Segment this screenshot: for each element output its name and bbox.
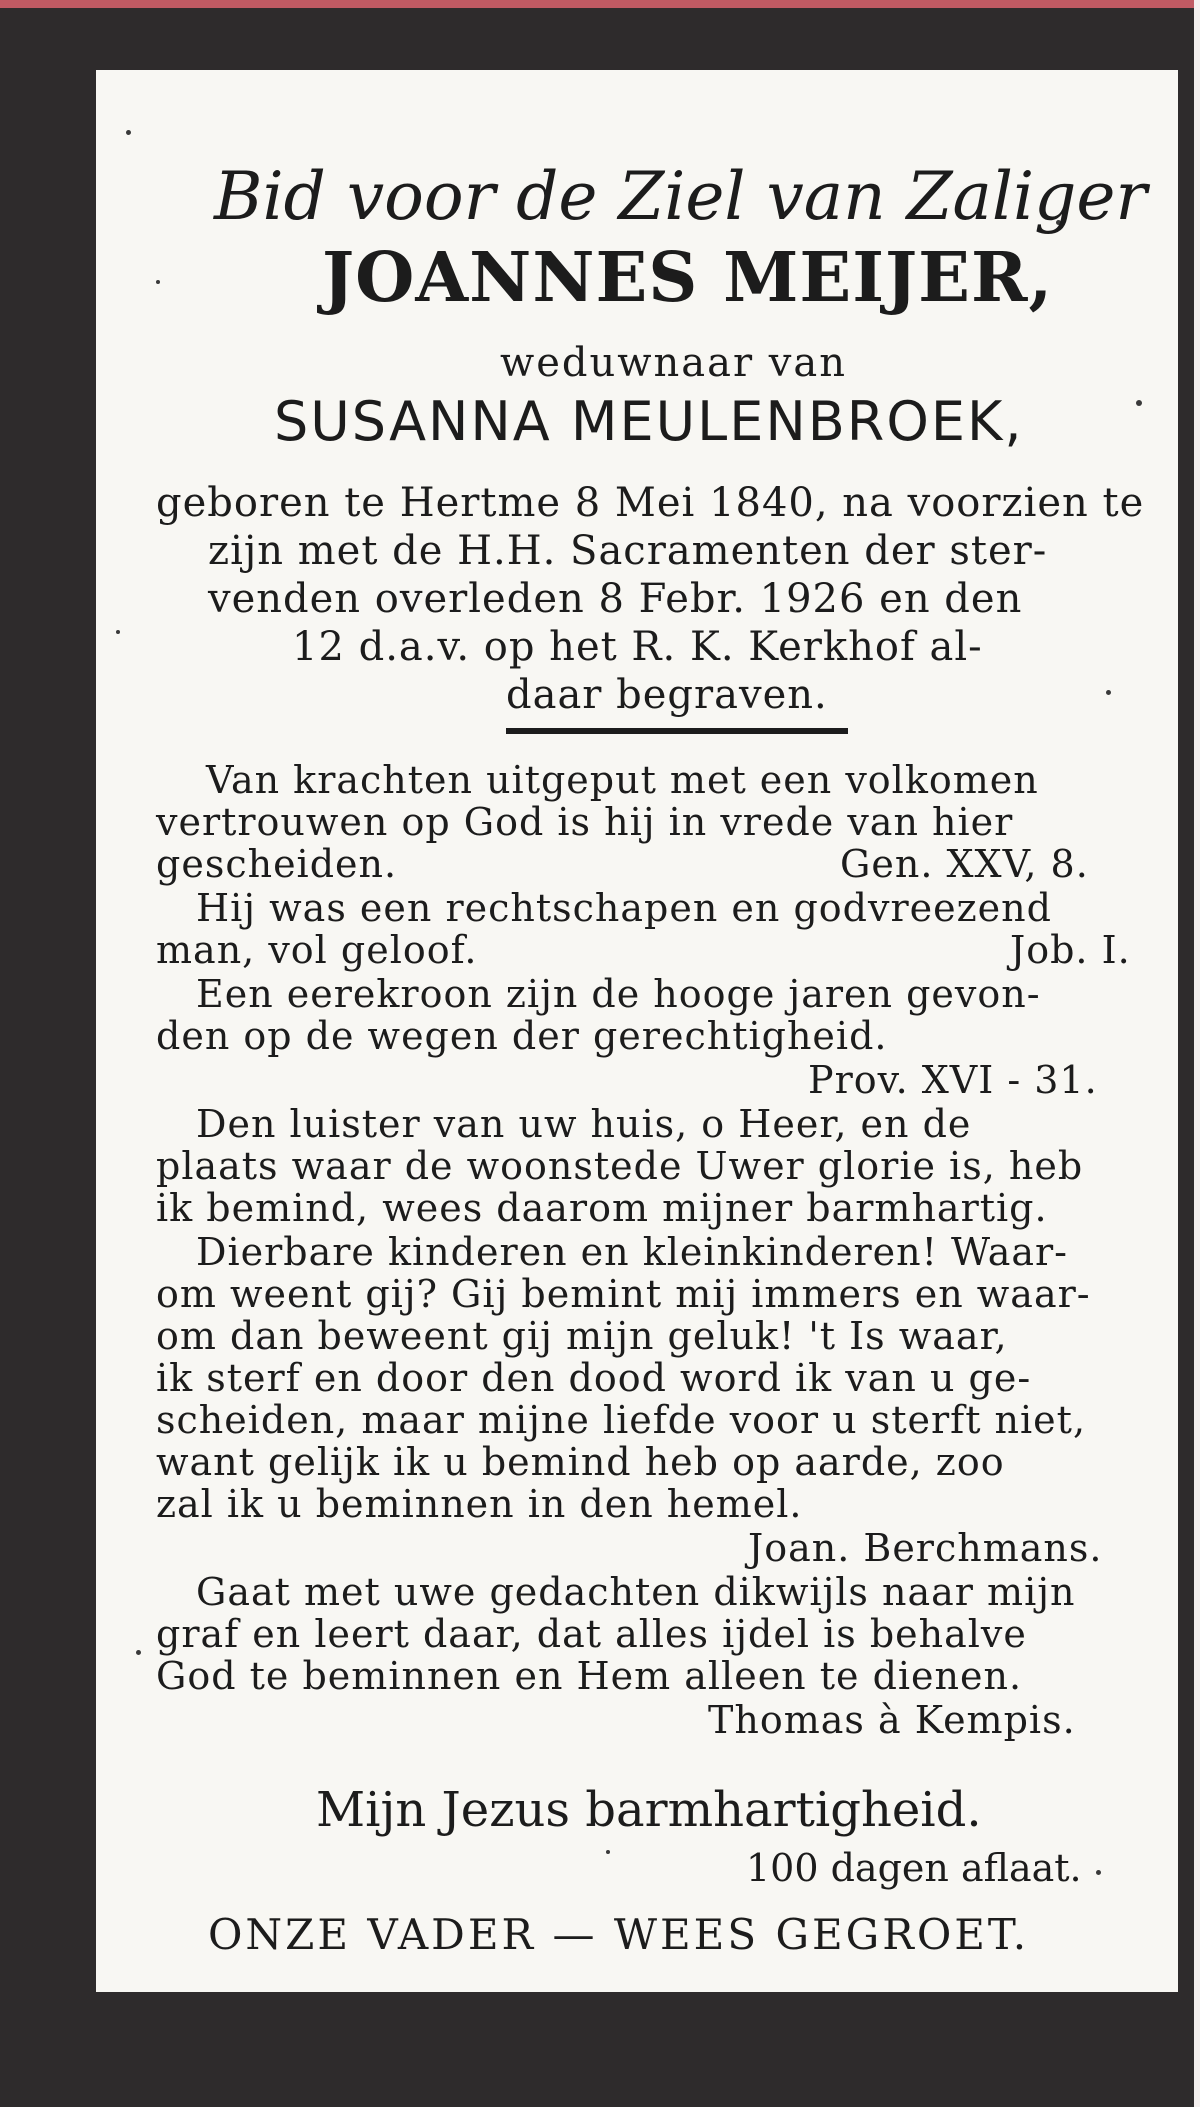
print-speck [136, 1650, 141, 1655]
closing-prayer: ONZE VADER — WEES GEGROET. [208, 1910, 1030, 1959]
body-line: Den luister van uw huis, o Heer, en de [196, 1102, 972, 1146]
body-line: Een eerekroon zijn de hooge jaren gevon- [196, 972, 1041, 1016]
body-line: graf en leert daar, dat alles ijdel is behalve [156, 1612, 1027, 1656]
relation-text: weduwnaar van [500, 340, 848, 386]
body-line: Van krachten uitgeput met een volkomen [206, 758, 1039, 802]
body-line: Hij was een rechtschapen en godvreezend [196, 886, 1052, 930]
bio-line: 12 d.a.v. op het R. K. Kerkhof al- [292, 624, 983, 670]
body-line: ik bemind, wees daarom mijner barmhartig. [156, 1186, 1048, 1230]
body-line: want gelijk ik u bemind heb op aarde, zoo [156, 1440, 1005, 1484]
reference-berchmans: Joan. Berchmans. [748, 1526, 1103, 1570]
body-line: vertrouwen op God is hij in vrede van hier [156, 800, 1014, 844]
body-line: om dan beweent gij mijn geluk! 't Is waar, [156, 1314, 1008, 1358]
reference-gen: Gen. XXV, 8. [840, 842, 1089, 886]
body-line: Gaat met uwe gedachten dikwijls naar mijn [196, 1570, 1076, 1614]
print-speck [156, 280, 160, 284]
bio-line: daar begraven. [506, 672, 828, 718]
print-speck [1106, 690, 1111, 695]
body-line: gescheiden. [156, 842, 398, 886]
card-paper [96, 70, 1178, 1992]
body-line: man, vol geloof. [156, 928, 478, 972]
body-line: scheiden, maar mijne liefde voor u sterft niet, [156, 1398, 1087, 1442]
reference-job: Job. I. [1010, 928, 1131, 972]
bio-line: geboren te Hertme 8 Mei 1840, na voorzien te [156, 480, 1145, 526]
prayer-text: Mijn Jezus barmhartigheid. [316, 1782, 982, 1838]
print-speck [1096, 1870, 1101, 1875]
body-line: God te beminnen en Hem alleen te dienen. [156, 1654, 1023, 1698]
print-speck [1136, 400, 1142, 406]
divider-rule [506, 728, 848, 734]
deceased-name: JOANNES MEIJER, [322, 238, 1054, 318]
reference-prov: Prov. XVI - 31. [808, 1058, 1098, 1102]
body-line: zal ik u beminnen in den hemel. [156, 1482, 803, 1526]
body-line: plaats waar de woonstede Uwer glorie is, heb [156, 1144, 1084, 1188]
indulgence-text: 100 dagen aflaat. [746, 1846, 1082, 1890]
body-line: den op de wegen der gerechtigheid. [156, 1014, 888, 1058]
bio-line: venden overleden 8 Febr. 1926 en den [208, 576, 1023, 622]
body-line: Dierbare kinderen en kleinkinderen! Waar- [196, 1230, 1069, 1274]
print-speck [116, 630, 120, 634]
spouse-name: SUSANNA MEULENBROEK, [274, 390, 1024, 453]
print-speck [606, 1850, 610, 1854]
print-speck [126, 130, 131, 135]
reference-kempis: Thomas à Kempis. [708, 1698, 1076, 1742]
body-line: om weent gij? Gij bemint mij immers en waar- [156, 1272, 1091, 1316]
body-line: ik sterf en door den dood word ik van u ge- [156, 1356, 1032, 1400]
bio-line: zijn met de H.H. Sacramenten der ster- [208, 528, 1048, 574]
heading-text: Bid voor de Ziel van Zaliger [214, 158, 1147, 235]
